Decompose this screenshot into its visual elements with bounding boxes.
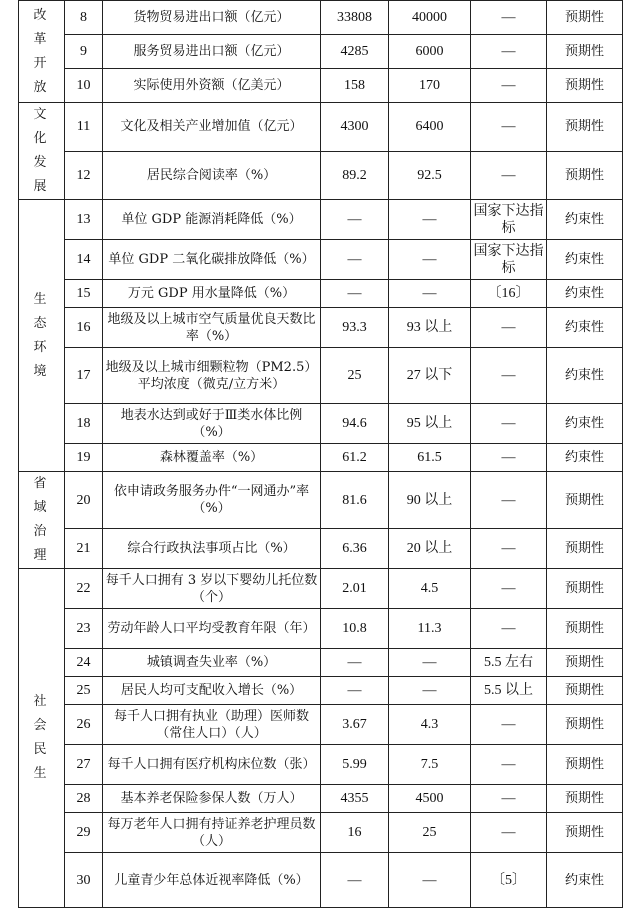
indicator-name-cell: 地级及以上城市细颗粒物（PM2.5）平均浓度（微克/立方米）: [103, 348, 321, 404]
table-row: [19, 649, 623, 677]
category-label: 文化发展: [33, 107, 50, 194]
target-value-cell: 170: [389, 69, 471, 103]
attribute-cell: 预期性: [547, 1, 623, 35]
annual-target-cell: —: [471, 813, 547, 853]
indicator-name-cell: 基本养老保险参保人数（万人）: [103, 785, 321, 813]
target-value-cell: —: [389, 677, 471, 705]
base-value-cell: 94.6: [321, 404, 389, 444]
annual-target-cell: 国家下达指标: [471, 240, 547, 280]
target-value-cell: 92.5: [389, 151, 471, 200]
base-value-cell: —: [321, 280, 389, 308]
annual-target-cell: —: [471, 569, 547, 609]
base-value-cell: 2.01: [321, 569, 389, 609]
attribute-cell: 预期性: [547, 569, 623, 609]
base-value-cell: 81.6: [321, 472, 389, 529]
attribute-cell: 预期性: [547, 529, 623, 569]
row-number-cell: 18: [65, 404, 103, 444]
attribute-cell: 预期性: [547, 785, 623, 813]
attribute-cell: 预期性: [547, 35, 623, 69]
indicator-name-cell: 森林覆盖率（%）: [103, 444, 321, 472]
table-row: [19, 348, 623, 404]
table-row: [19, 529, 623, 569]
attribute-cell: 预期性: [547, 705, 623, 745]
target-value-cell: —: [389, 280, 471, 308]
row-number-cell: 28: [65, 785, 103, 813]
base-value-cell: 6.36: [321, 529, 389, 569]
base-value-cell: —: [321, 853, 389, 908]
table-row: [19, 813, 623, 853]
indicator-name-cell: 综合行政执法事项占比（%）: [103, 529, 321, 569]
target-value-cell: 7.5: [389, 745, 471, 785]
attribute-cell: 约束性: [547, 853, 623, 908]
table-row: [19, 35, 623, 69]
base-value-cell: —: [321, 200, 389, 240]
target-value-cell: 4.5: [389, 569, 471, 609]
attribute-cell: 预期性: [547, 103, 623, 152]
target-value-cell: 61.5: [389, 444, 471, 472]
row-number-cell: 9: [65, 35, 103, 69]
base-value-cell: 3.67: [321, 705, 389, 745]
attribute-cell: 预期性: [547, 813, 623, 853]
row-number-cell: 17: [65, 348, 103, 404]
indicator-name-cell: 货物贸易进出口额（亿元）: [103, 1, 321, 35]
table-row: [19, 308, 623, 348]
table-row: [19, 240, 623, 280]
attribute-cell: 预期性: [547, 69, 623, 103]
base-value-cell: 10.8: [321, 609, 389, 649]
base-value-cell: 25: [321, 348, 389, 404]
category-cell: [19, 1, 65, 103]
row-number-cell: 19: [65, 444, 103, 472]
target-value-cell: —: [389, 649, 471, 677]
annual-target-cell: 〔5〕: [471, 853, 547, 908]
attribute-cell: 预期性: [547, 151, 623, 200]
category-cell: [19, 569, 65, 908]
row-number-cell: 8: [65, 1, 103, 35]
attribute-cell: 预期性: [547, 609, 623, 649]
indicator-name-cell: 地级及以上城市空气质量优良天数比率（%）: [103, 308, 321, 348]
indicator-name-cell: 单位 GDP 能源消耗降低（%）: [103, 200, 321, 240]
category-label: 生态环境: [33, 291, 50, 379]
annual-target-cell: 5.5 以上: [471, 677, 547, 705]
target-value-cell: 20 以上: [389, 529, 471, 569]
row-number-cell: 20: [65, 472, 103, 529]
attribute-cell: 约束性: [547, 404, 623, 444]
annual-target-cell: —: [471, 745, 547, 785]
annual-target-cell: —: [471, 151, 547, 200]
target-value-cell: —: [389, 240, 471, 280]
attribute-cell: 预期性: [547, 745, 623, 785]
target-value-cell: 4.3: [389, 705, 471, 745]
indicator-name-cell: 实际使用外资额（亿美元）: [103, 69, 321, 103]
indicator-table: [18, 0, 623, 908]
base-value-cell: 61.2: [321, 444, 389, 472]
row-number-cell: 23: [65, 609, 103, 649]
annual-target-cell: —: [471, 308, 547, 348]
table-row: [19, 569, 623, 609]
attribute-cell: 约束性: [547, 308, 623, 348]
table-row: [19, 745, 623, 785]
table-row: [19, 280, 623, 308]
annual-target-cell: —: [471, 529, 547, 569]
table-row: [19, 1, 623, 35]
annual-target-cell: —: [471, 785, 547, 813]
base-value-cell: —: [321, 649, 389, 677]
base-value-cell: 33808: [321, 1, 389, 35]
category-label: 改革开放: [33, 7, 50, 95]
base-value-cell: 158: [321, 69, 389, 103]
base-value-cell: 4355: [321, 785, 389, 813]
row-number-cell: 25: [65, 677, 103, 705]
table-row: [19, 853, 623, 908]
indicator-name-cell: 服务贸易进出口额（亿元）: [103, 35, 321, 69]
target-value-cell: 90 以上: [389, 472, 471, 529]
annual-target-cell: 5.5 左右: [471, 649, 547, 677]
table-row: [19, 472, 623, 529]
target-value-cell: 93 以上: [389, 308, 471, 348]
target-value-cell: 25: [389, 813, 471, 853]
base-value-cell: 4300: [321, 103, 389, 152]
table-row: [19, 677, 623, 705]
row-number-cell: 27: [65, 745, 103, 785]
table-row: [19, 444, 623, 472]
indicator-name-cell: 万元 GDP 用水量降低（%）: [103, 280, 321, 308]
annual-target-cell: —: [471, 444, 547, 472]
table-row: [19, 705, 623, 745]
table-row: [19, 404, 623, 444]
target-value-cell: 40000: [389, 1, 471, 35]
attribute-cell: 预期性: [547, 649, 623, 677]
attribute-cell: 约束性: [547, 280, 623, 308]
indicator-name-cell: 城镇调查失业率（%）: [103, 649, 321, 677]
attribute-cell: 约束性: [547, 348, 623, 404]
base-value-cell: —: [321, 240, 389, 280]
table-row: [19, 200, 623, 240]
annual-target-cell: —: [471, 705, 547, 745]
base-value-cell: 16: [321, 813, 389, 853]
base-value-cell: 93.3: [321, 308, 389, 348]
row-number-cell: 24: [65, 649, 103, 677]
target-value-cell: 6000: [389, 35, 471, 69]
target-value-cell: —: [389, 853, 471, 908]
row-number-cell: 10: [65, 69, 103, 103]
indicator-name-cell: 居民综合阅读率（%）: [103, 151, 321, 200]
category-cell: [19, 472, 65, 569]
annual-target-cell: —: [471, 35, 547, 69]
base-value-cell: 89.2: [321, 151, 389, 200]
attribute-cell: 约束性: [547, 240, 623, 280]
base-value-cell: 4285: [321, 35, 389, 69]
base-value-cell: —: [321, 677, 389, 705]
annual-target-cell: —: [471, 609, 547, 649]
annual-target-cell: —: [471, 348, 547, 404]
indicator-name-cell: 每万老年人口拥有持证养老护理员数（人）: [103, 813, 321, 853]
base-value-cell: 5.99: [321, 745, 389, 785]
attribute-cell: 约束性: [547, 200, 623, 240]
target-value-cell: —: [389, 200, 471, 240]
category-cell: [19, 103, 65, 200]
row-number-cell: 11: [65, 103, 103, 152]
indicator-name-cell: 儿童青少年总体近视率降低（%）: [103, 853, 321, 908]
annual-target-cell: —: [471, 472, 547, 529]
target-value-cell: 11.3: [389, 609, 471, 649]
annual-target-cell: —: [471, 103, 547, 152]
row-number-cell: 16: [65, 308, 103, 348]
category-cell: [19, 200, 65, 472]
attribute-cell: 预期性: [547, 472, 623, 529]
annual-target-cell: 国家下达指标: [471, 200, 547, 240]
target-value-cell: 6400: [389, 103, 471, 152]
indicator-name-cell: 居民人均可支配收入增长（%）: [103, 677, 321, 705]
row-number-cell: 12: [65, 151, 103, 200]
annual-target-cell: —: [471, 69, 547, 103]
row-number-cell: 29: [65, 813, 103, 853]
target-value-cell: 4500: [389, 785, 471, 813]
indicator-name-cell: 依申请政务服务办件“一网通办”率（%）: [103, 472, 321, 529]
row-number-cell: 13: [65, 200, 103, 240]
table-row: [19, 151, 623, 200]
row-number-cell: 21: [65, 529, 103, 569]
row-number-cell: 14: [65, 240, 103, 280]
attribute-cell: 约束性: [547, 444, 623, 472]
row-number-cell: 30: [65, 853, 103, 908]
row-number-cell: 15: [65, 280, 103, 308]
table-row: [19, 609, 623, 649]
attribute-cell: 预期性: [547, 677, 623, 705]
annual-target-cell: 〔16〕: [471, 280, 547, 308]
indicator-name-cell: 文化及相关产业增加值（亿元）: [103, 103, 321, 152]
annual-target-cell: —: [471, 404, 547, 444]
row-number-cell: 22: [65, 569, 103, 609]
indicator-name-cell: 每千人口拥有 3 岁以下婴幼儿托位数（个）: [103, 569, 321, 609]
row-number-cell: 26: [65, 705, 103, 745]
category-label: 省域治理: [33, 476, 50, 563]
table-row: [19, 103, 623, 152]
target-value-cell: 27 以下: [389, 348, 471, 404]
table-row: [19, 69, 623, 103]
table-row: [19, 785, 623, 813]
indicator-name-cell: 劳动年龄人口平均受教育年限（年）: [103, 609, 321, 649]
annual-target-cell: —: [471, 1, 547, 35]
indicator-name-cell: 每千人口拥有执业（助理）医师数（常住人口）（人）: [103, 705, 321, 745]
indicator-table-body: [19, 1, 623, 908]
target-value-cell: 95 以上: [389, 404, 471, 444]
indicator-name-cell: 单位 GDP 二氧化碳排放降低（%）: [103, 240, 321, 280]
category-label: 社会民生: [33, 694, 50, 781]
indicator-name-cell: 每千人口拥有医疗机构床位数（张）: [103, 745, 321, 785]
indicator-name-cell: 地表水达到或好于Ⅲ类水体比例（%）: [103, 404, 321, 444]
